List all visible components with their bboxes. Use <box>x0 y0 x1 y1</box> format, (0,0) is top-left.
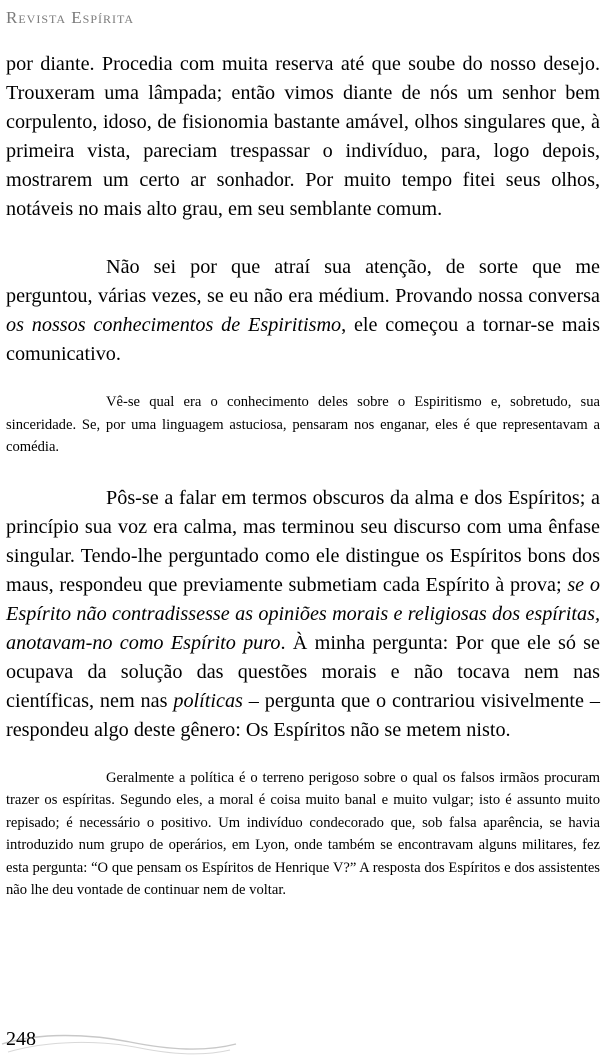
paragraph-1: por diante. Procedia com muita reserva até que soube do nosso desejo. Trouxeram uma lâmpada; então vimos diante de nós um senhor bem corpulento, idoso, de fisionomia bastante amável, olhos singulares que, à primeira vista, pareciam trespassar o indivíduo, para, logo depois, mostrarem um certo ar sonhador. Por muito tempo fitei seus olhos, notáveis no mais alto grau, em seu semblante comum. <box>6 53 600 220</box>
commentary-note-1: Vê-se qual era o conhecimento deles sobre o Espiritismo e, sobretudo, sua sinceridade. Se, por uma linguagem astuciosa, pensaram nos enganar, eles é que representavam a comédia. <box>6 394 600 455</box>
paragraph-3-text-e: – pergunta que o contrariou visivelmente – respondeu algo deste gênero: Os Espíritos não se metem nisto. <box>6 689 600 741</box>
page-number: 248 <box>6 1028 36 1050</box>
page-body <box>6 50 600 902</box>
paragraph-3-text-c: . À minha pergunta: Por que ele só se ocupava da solução das questões morais e não tocava nem nas científicas, nem nas <box>6 631 600 712</box>
paragraph-2-text-c: , ele começou a tornar-se mais comunicativo. <box>6 314 600 365</box>
paragraph-3-italic-quote: se o Espírito não contradissesse as opiniões morais e religiosas dos espíritas, anotavam-no como Espírito puro <box>6 573 600 654</box>
paragraph-3-italic-politicas: políticas <box>173 689 243 712</box>
paragraph-3-text-a: Pôs-se a falar em termos obscuros da alma e dos Espíritos; a princípio sua voz era calma, mas terminou seu discurso com uma ênfase singular. Tendo-lhe perguntado como ele distingue os Espíritos bons dos maus, respondeu que previamente submetiam cada Espírito à prova; <box>6 486 600 596</box>
paragraph-2-italic: os nossos conhecimentos de Espiritismo <box>6 314 342 336</box>
paragraph-2-text-a: Não sei por que atraí sua atenção, de sorte que me perguntou, várias vezes, se eu não era médium. Provando nossa conversa <box>6 256 600 307</box>
decorative-swash-icon <box>0 1030 240 1058</box>
paragraph-2 <box>6 253 600 369</box>
commentary-note-2: Geralmente a política é o terreno perigoso sobre o qual os falsos irmãos procuram trazer os espíritas. Segundo eles, a moral é coisa muito banal e muito vulgar; isto é assunto muito repisado; é necessário o positivo. Um indivíduo condecorado que, sob falsa aparência, se havia introduzido num grupo de operários, em Lyon, onde também se encontravam alguns militares, fez esta pergunta: “O que pensam os Espíritos de Henrique V?” A resposta dos Espíritos e dos assistentes não lhe deu vontade de continuar nem de voltar. <box>6 769 600 898</box>
running-head: Revista Espírita <box>6 8 135 27</box>
paragraph-3 <box>6 484 600 745</box>
